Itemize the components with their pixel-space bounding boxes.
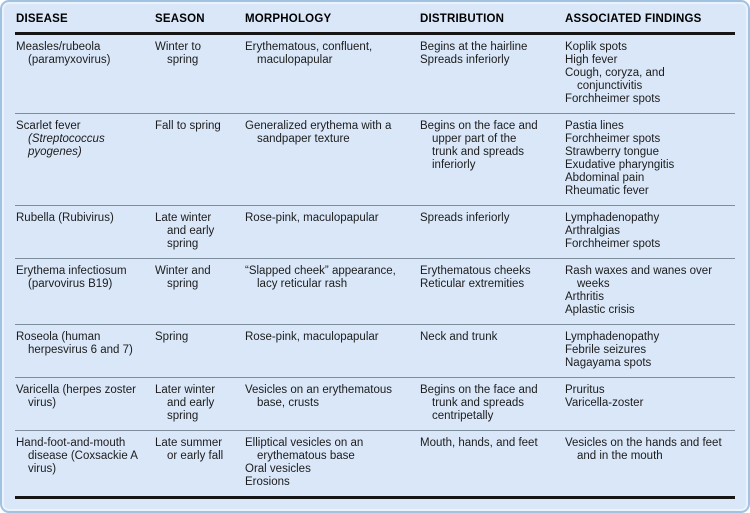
cell-line: Vesicles on an erythematous base, crusts <box>245 384 393 409</box>
cell-line: Forchheimer spots <box>565 133 661 145</box>
cell-disease <box>15 114 154 206</box>
cell-line: Spring <box>155 331 189 343</box>
cell-distribution <box>419 431 564 498</box>
cell-morphology <box>244 114 419 206</box>
disease-name: Rubella (Rubivirus) <box>16 212 114 224</box>
cell-findings <box>564 325 735 378</box>
cell-line: Late summer or early fall <box>155 437 224 462</box>
cell-line: Spreads inferiorly <box>420 54 510 66</box>
cell-season <box>154 206 244 259</box>
cell-morphology <box>244 325 419 378</box>
cell-line: Erosions <box>245 476 290 488</box>
cell-findings <box>564 206 735 259</box>
cell-season <box>154 259 244 325</box>
cell-line: Winter to spring <box>155 41 202 66</box>
cell-findings <box>564 114 735 206</box>
disease-name: Roseola (human herpesvirus 6 and 7) <box>16 331 133 356</box>
cell-line: Rheumatic fever <box>565 185 649 197</box>
cell-line: Vesicles on the hands and feet and in the mouth <box>565 437 722 462</box>
cell-line: Mouth, hands, and feet <box>420 437 538 449</box>
cell-line: Reticular extremities <box>420 278 525 290</box>
cell-line: High fever <box>565 54 618 66</box>
disease-name: Measles/rubeola (paramyxovirus) <box>16 41 111 66</box>
cell-line: Rose-pink, maculopapular <box>245 331 379 343</box>
cell-line: Abdominal pain <box>565 172 645 184</box>
table-row <box>15 114 735 206</box>
cell-line: Koplik spots <box>565 41 628 53</box>
cell-disease <box>15 206 154 259</box>
table-row <box>15 259 735 325</box>
cell-line: Begins at the hairline <box>420 41 528 53</box>
cell-line: Forchheimer spots <box>565 238 661 250</box>
cell-line: Aplastic crisis <box>565 304 635 316</box>
table-row <box>15 206 735 259</box>
cell-distribution <box>419 378 564 431</box>
cell-line: Rash waxes and wanes over weeks <box>565 265 713 290</box>
cell-line: Febrile seizures <box>565 344 647 356</box>
cell-distribution <box>419 206 564 259</box>
disease-name: Hand-foot-and-mouth disease (Coxsackie A virus) <box>16 437 138 475</box>
cell-findings <box>564 431 735 498</box>
cell-season <box>154 34 244 114</box>
cell-line <box>16 331 142 357</box>
cell-disease <box>15 431 154 498</box>
cell-line: Pastia lines <box>565 120 624 132</box>
cell-line: Arthralgias <box>565 225 620 237</box>
cell-line <box>16 41 142 67</box>
cell-line: Forchheimer spots <box>565 93 661 105</box>
column-header-distribution: DISTRIBUTION <box>419 2 564 34</box>
disease-name: Erythema infectiosum (parvovirus B19) <box>16 265 127 290</box>
cell-season <box>154 431 244 498</box>
cell-disease <box>15 325 154 378</box>
cell-disease <box>15 34 154 114</box>
table-row <box>15 431 735 498</box>
cell-line: Generalized erythema with a sandpaper texture <box>245 120 392 145</box>
cell-disease <box>15 378 154 431</box>
cell-season <box>154 325 244 378</box>
table-header <box>15 2 735 34</box>
cell-line: Begins on the face and trunk and spreads centripetally <box>420 384 538 422</box>
cell-line: Elliptical vesicles on an erythematous base <box>245 437 364 462</box>
cell-findings <box>564 378 735 431</box>
column-header-season: SEASON <box>154 2 244 34</box>
cell-line: Neck and trunk <box>420 331 498 343</box>
cell-line: Nagayama spots <box>565 357 652 369</box>
cell-findings <box>564 259 735 325</box>
cell-line: Exudative pharyngitis <box>565 159 675 171</box>
cell-line: Oral vesicles <box>245 463 311 475</box>
cell-line: Later winter and early spring <box>155 384 216 422</box>
cell-line: Begins on the face and upper part of the trunk and spreads inferiorly <box>420 120 538 171</box>
cell-line <box>16 437 142 476</box>
header-row <box>15 2 735 34</box>
cell-line: Cough, coryza, and conjunctivitis <box>565 67 665 92</box>
cell-distribution <box>419 325 564 378</box>
cell-line <box>16 384 142 410</box>
cell-line: Winter and spring <box>155 265 211 290</box>
cell-morphology <box>244 431 419 498</box>
cell-line <box>16 265 142 291</box>
exanthems-table <box>15 2 735 499</box>
column-header-morphology: MORPHOLOGY <box>244 2 419 34</box>
cell-line: Lymphadenopathy <box>565 331 660 343</box>
cell-line: Erythematous, confluent, maculopapular <box>245 41 373 66</box>
cell-line <box>16 120 142 159</box>
cell-season <box>154 378 244 431</box>
disease-species-italic: (Streptococcus pyogenes) <box>28 133 105 158</box>
cell-disease <box>15 259 154 325</box>
disease-name: Scarlet fever <box>16 120 81 132</box>
cell-line: “Slapped cheek” appearance, lacy reticular rash <box>245 265 396 290</box>
cell-line: Strawberry tongue <box>565 146 659 158</box>
cell-morphology <box>244 206 419 259</box>
cell-line: Spreads inferiorly <box>420 212 510 224</box>
table-row <box>15 34 735 114</box>
table-body <box>15 34 735 498</box>
column-header-disease: DISEASE <box>15 2 154 34</box>
cell-line: Fall to spring <box>155 120 221 132</box>
cell-morphology <box>244 259 419 325</box>
cell-distribution <box>419 114 564 206</box>
disease-name: Varicella (herpes zoster virus) <box>16 384 136 409</box>
cell-morphology <box>244 34 419 114</box>
column-header-associated-findings: ASSOCIATED FINDINGS <box>564 2 735 34</box>
cell-morphology <box>244 378 419 431</box>
cell-line: Pruritus <box>565 384 605 396</box>
cell-findings <box>564 34 735 114</box>
cell-line: Varicella-zoster <box>565 397 644 409</box>
cell-distribution <box>419 259 564 325</box>
cell-line: Arthritis <box>565 291 604 303</box>
cell-distribution <box>419 34 564 114</box>
table-row <box>15 325 735 378</box>
cell-line: Late winter and early spring <box>155 212 215 250</box>
cell-line <box>16 212 142 225</box>
table-row <box>15 378 735 431</box>
cell-season <box>154 114 244 206</box>
cell-line: Lymphadenopathy <box>565 212 660 224</box>
cell-line: Erythematous cheeks <box>420 265 531 277</box>
cell-line: Rose-pink, maculopapular <box>245 212 379 224</box>
